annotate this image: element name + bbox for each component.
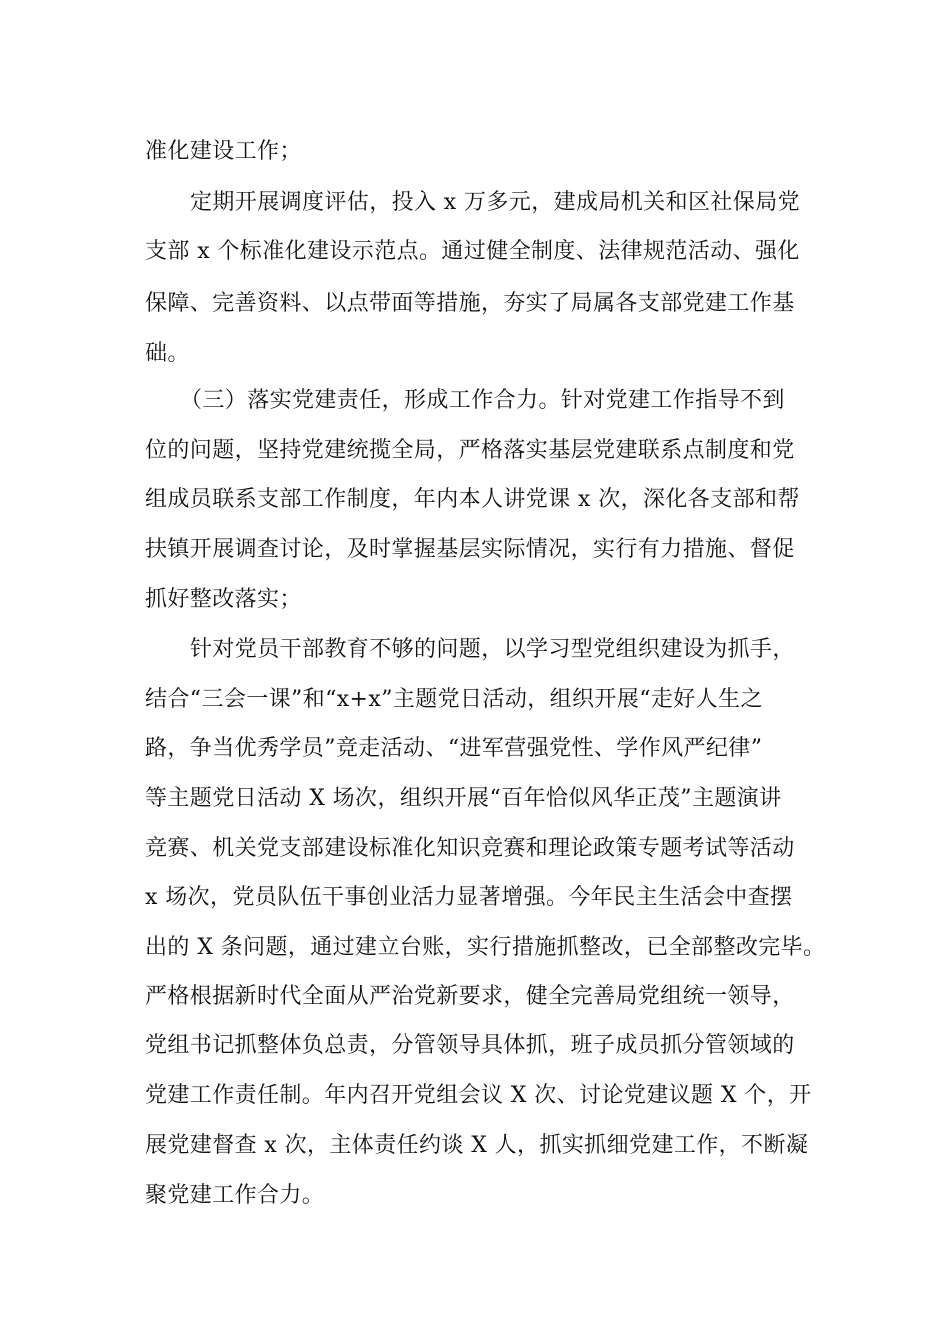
- text-line: 保障、完善资料、以点带面等措施，夯实了局属各支部党建工作基: [145, 291, 795, 316]
- text-line: 竞赛、机关党支部建设标准化知识竞赛和理论政策专题考试等活动: [145, 836, 795, 861]
- text-line: x 场次，党员队伍干事创业活力显著增强。今年民主生活会中查摆: [145, 885, 793, 910]
- text-line: 等主题党日活动 X 场次，组织开展“百年恰似风华正茂”主题演讲: [145, 786, 782, 811]
- text-line: 结合“三会一课”和“x+x”主题党日活动，组织开展“走好人生之: [145, 687, 763, 712]
- text-line: 础。: [145, 341, 190, 366]
- text-line: 针对党员干部教育不够的问题，以学习型党组织建设为抓手，: [190, 637, 795, 662]
- text-line: 支部 x 个标准化建设示范点。通过健全制度、法律规范活动、强化: [145, 239, 800, 264]
- text-line: 党建工作责任制。年内召开党组会议 X 次、讨论党建议题 X 个，开: [145, 1083, 812, 1108]
- text-line: 出的 X 条问题，通过建立台账，实行措施抓整改，已全部整改完毕。: [145, 935, 826, 960]
- text-line: 位的问题，坚持党建统揽全局，严格落实基层党建联系点制度和党: [145, 438, 795, 463]
- text-line: 组成员联系支部工作制度，年内本人讲党课 x 次，深化各支部和帮: [145, 487, 800, 512]
- text-line: 党组书记抓整体负总责，分管领导具体抓，班子成员抓分管领域的: [145, 1033, 795, 1058]
- text-line: 扶镇开展调查讨论，及时掌握基层实际情况，实行有力措施、督促: [145, 537, 795, 562]
- text-line: 聚党建工作合力。: [145, 1183, 325, 1208]
- text-line: 定期开展调度评估，投入 x 万多元，建成局机关和区社保局党: [190, 190, 800, 215]
- text-line: （三）落实党建责任，形成工作合力。针对党建工作指导不到: [180, 388, 785, 413]
- text-line: 抓好整改落实；: [145, 587, 302, 612]
- text-line: 展党建督查 x 次，主体责任约谈 X 人，抓实抓细党建工作，不断凝: [145, 1133, 809, 1158]
- text-line: 严格根据新时代全面从严治党新要求，健全完善局党组统一领导，: [145, 984, 795, 1009]
- text-line: 路，争当优秀学员”竞走活动、“进军营强党性、学作风严纪律”: [145, 736, 763, 761]
- text-line: 准化建设工作；: [145, 139, 302, 164]
